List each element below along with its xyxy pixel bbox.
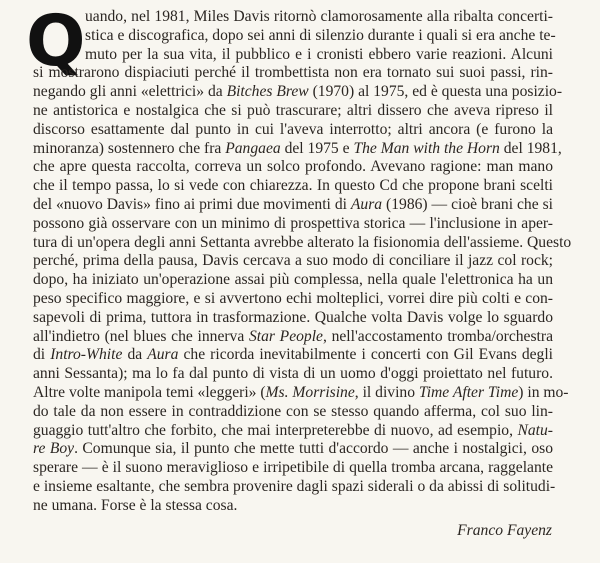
text-run: sperare — è il suono meraviglioso e irripetibile di quella tromba arcana, raggelante xyxy=(33,459,553,477)
italic-title: Bitches Brew xyxy=(226,83,309,101)
text-run: minoranza) sostennero che fra xyxy=(33,139,226,157)
text-line xyxy=(33,215,553,234)
text-line xyxy=(33,252,553,271)
text-line xyxy=(33,477,556,497)
text-run: tura di un'opera degli anni Settanta avrebbe alterato la fisionomia dell'assieme. Questo xyxy=(33,233,572,251)
text-run: del 1975 e xyxy=(280,139,354,157)
text-line xyxy=(33,233,572,253)
text-run: (1986) — cioè brani che si xyxy=(382,195,553,213)
text-run: all'indietro (nel blues che innerva xyxy=(33,327,249,345)
text-run: , il divino xyxy=(354,383,419,401)
text-run: anni Sessanta); ma lo fa dal punto di vista di un uomo d'oggi proiettato nel futuro. xyxy=(33,365,553,383)
text-run: da xyxy=(122,346,148,364)
text-line xyxy=(33,139,562,159)
text-run: sapevoli di prima, tuttora in trasformazione. Qualche volta Davis volge lo sguardo xyxy=(33,308,553,326)
text-run: do tale da non essere in contraddizione con se stesso quando afferma, col suo lin- xyxy=(33,402,553,420)
text-run: di xyxy=(33,346,51,364)
article-body xyxy=(33,8,572,516)
text-line xyxy=(85,46,553,65)
text-run: . Comunque sia, il punto che mette tutti d'accordo — anche i nostalgici, oso xyxy=(74,440,553,458)
text-line xyxy=(33,196,553,215)
italic-title: Time After Time xyxy=(418,383,519,401)
text-run: stica e discografica, dopo sei anni di silenzio durante i quali si era anche te- xyxy=(85,26,556,44)
text-run: guaggio tutt'altro che forbito, che mai interpreterebbe di nuovo, ad esempio, xyxy=(33,421,518,439)
text-line xyxy=(33,177,553,196)
text-line xyxy=(33,158,553,177)
text-run: possono già osservare con un minimo di prospettiva storica — l'inclusione in aper- xyxy=(33,214,553,232)
text-run: , nell'accostamento tromba/orchestra xyxy=(322,327,553,345)
text-run: che il tempo passa, lo si vede con chiarezza. In questo Cd che propone brani scelti xyxy=(33,177,553,195)
text-line xyxy=(33,121,553,140)
text-line xyxy=(85,8,553,27)
text-run: negando gli anni «elettrici» da xyxy=(33,83,227,101)
text-line xyxy=(33,383,569,403)
italic-title: The Man with the Horn xyxy=(353,139,500,157)
text-line xyxy=(33,64,553,83)
text-run: si mostrarono dispiaciuti perché il trombettista non era tornato sui suoi passi, rin- xyxy=(33,64,553,82)
text-run: dopo, ha iniziato un'operazione assai più complessa, nella quale l'elettronica ha un xyxy=(33,271,553,289)
text-line xyxy=(33,290,553,309)
text-line xyxy=(33,83,563,102)
text-run: (1970) al 1975, ed è questa una posizio- xyxy=(308,83,563,101)
text-run: e insieme esaltante, che sembra provenire dagli spazi siderali o da abissi di solitudi- xyxy=(33,477,556,495)
drop-cap-letter: Q xyxy=(26,0,86,82)
text-line xyxy=(33,271,553,290)
text-run: del 1981, xyxy=(499,139,562,157)
italic-title: Aura xyxy=(147,346,179,364)
text-line xyxy=(33,459,553,478)
text-line xyxy=(33,403,553,422)
text-line xyxy=(33,102,553,121)
text-run: Altre volte manipola temi «leggeri» ( xyxy=(33,383,266,401)
text-run: del «nuovo Davis» fino ai primi due movimenti di xyxy=(33,195,351,213)
italic-title: Natu- xyxy=(517,421,553,439)
text-line xyxy=(33,422,553,441)
italic-title: Aura xyxy=(350,195,383,213)
text-run: uando, nel 1981, Miles Davis ritornò clamorosamente alla ribalta concerti- xyxy=(85,8,553,25)
text-run: discorso esattamente dal punto in cui l'aveva interrotto; altri ancora (e furono la xyxy=(33,120,553,138)
text-run: che ricorda inevitabilmente i concerti con Gil Evans degli xyxy=(178,346,554,364)
text-run: muto per la sua vita, il pubblico e i cronisti ebbero varie reazioni. Alcuni xyxy=(85,45,553,63)
italic-title: Star People xyxy=(248,327,323,345)
text-line xyxy=(33,328,553,347)
text-line xyxy=(33,440,553,459)
text-line xyxy=(33,365,553,384)
italic-title: Pangaea xyxy=(225,139,281,157)
text-run: ne antistorica e nostalgica che si può trascurare; altri dissero che aveva ripreso il xyxy=(33,101,553,119)
italic-title: re Boy xyxy=(33,440,75,458)
italic-title: Intro-White xyxy=(50,346,123,364)
text-line xyxy=(85,26,556,46)
text-run: che apre questa raccolta, correva un solco profondo. Avevano ragione: man mano xyxy=(33,158,553,176)
text-run: peso specifico maggiore, e si avvertono echi molteplici, vorrei dire più colti e con- xyxy=(33,289,553,307)
text-line xyxy=(33,346,553,365)
text-line xyxy=(33,497,553,516)
text-line xyxy=(33,309,553,328)
text-run: ne umana. Forse è la stessa cosa. xyxy=(33,496,238,514)
text-run: perché, prima della pausa, Davis cercava a suo modo di conciliare il jazz col rock; xyxy=(33,252,553,270)
author-signature: Franco Fayenz xyxy=(457,522,552,539)
text-run: ) in mo- xyxy=(518,383,569,401)
italic-title: Ms. Morrisine xyxy=(265,383,355,401)
